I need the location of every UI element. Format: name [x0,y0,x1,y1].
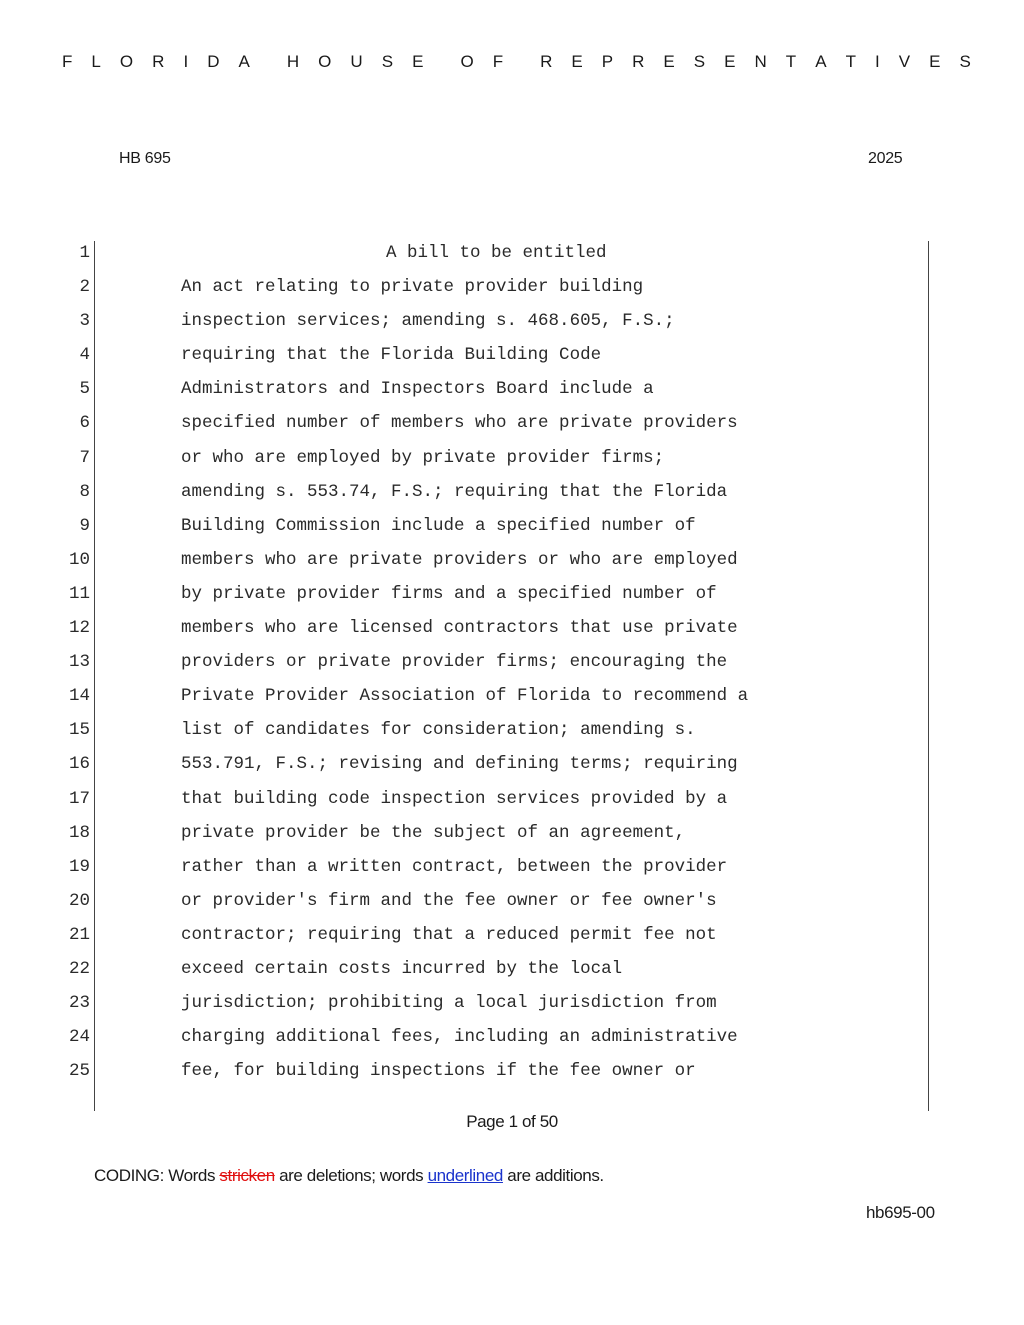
bill-line [0,581,1024,615]
bill-line [0,615,1024,649]
line-number: 2 [79,277,90,298]
bill-line [0,820,1024,854]
header-letter: I [874,52,881,71]
page-number: Page 1 of 50 [466,1112,558,1131]
line-text: members who are private providers or who are employed [181,549,738,570]
bill-line [0,547,1024,581]
bill-line [0,1024,1024,1058]
line-text: Building Commission include a specified number of [181,515,696,536]
line-number: 15 [68,720,90,741]
line-text: charging additional fees, including an administrative [181,1027,738,1048]
header-letter: F [492,52,505,71]
bill-line [0,479,1024,513]
header-letter: O [460,52,475,71]
header-letter: S [381,52,395,71]
bill-line [0,717,1024,751]
line-text: An act relating to private provider building [181,277,644,298]
line-text: Administrators and Inspectors Board include a [181,379,654,400]
line-number: 20 [68,890,90,911]
header-letter: L [91,52,102,71]
line-text: fee, for building inspections if the fee owner or [181,1061,696,1082]
line-text: members who are licensed contractors that use private [181,618,738,639]
line-number: 22 [68,958,90,979]
line-text: or who are employed by private provider firms; [181,447,665,468]
line-number: 6 [79,413,90,434]
line-number: 24 [68,1027,90,1048]
document-code: hb695-00 [866,1203,935,1222]
header-letter: R [540,52,554,71]
header-letter: R [632,52,646,71]
line-number: 23 [68,993,90,1014]
line-text: contractor; requiring that a reduced permit fee not [181,924,717,945]
header-letter: E [724,52,737,71]
header-letter: E [663,52,676,71]
line-number: 18 [68,822,90,843]
bill-line [0,445,1024,479]
coding-prefix: CODING: Words [94,1166,220,1185]
bill-line [0,1058,1024,1092]
line-text: 553.791, F.S.; revising and defining terms; requiring [181,754,738,775]
chamber-header [62,52,972,72]
bill-line [0,683,1024,717]
bill-text [0,240,1024,1092]
line-number: 11 [68,583,90,604]
header-letter: F [62,52,74,71]
bill-line [0,888,1024,922]
line-text: rather than a written contract, between the provider [181,856,728,877]
line-number: 25 [68,1061,90,1082]
line-number: 21 [68,924,90,945]
line-text: A bill to be entitled [386,243,607,263]
header-letter: I [183,52,190,71]
line-text: or provider's firm and the fee owner or fee owner's [181,890,717,911]
line-text: inspection services; amending s. 468.605, F.S.; [181,311,675,332]
coding-suffix: are additions. [502,1166,604,1185]
line-number: 16 [68,754,90,775]
header-letter: E [571,52,584,71]
line-text: by private provider firms and a specified number of [181,583,717,604]
coding-middle: are deletions; words [274,1166,428,1185]
line-number: 7 [79,447,90,468]
header-letter: T [845,52,857,71]
line-text: providers or private provider firms; encouraging the [181,652,728,673]
header-letter: P [601,52,615,71]
header-letter: T [785,52,798,71]
line-number: 4 [79,345,90,366]
header-letter: S [959,52,972,71]
bill-line [0,513,1024,547]
line-text: specified number of members who are private providers [181,413,738,434]
coding-stricken-sample: stricken [219,1166,275,1185]
line-number: 10 [68,549,90,570]
line-text: Private Provider Association of Florida to recommend a [181,686,749,707]
bill-year: 2025 [868,150,903,167]
bill-line [0,922,1024,956]
header-letter: O [318,52,333,71]
line-number: 13 [68,652,90,673]
line-text: that building code inspection services provided by a [181,788,728,809]
header-letter: H [286,52,301,71]
line-text: private provider be the subject of an agreement, [181,822,686,843]
bill-line [0,240,1024,274]
line-number: 19 [68,856,90,877]
bill-number: HB 695 [119,150,171,167]
header-letter: U [350,52,364,71]
header-letter: N [754,52,768,71]
header-letter: R [152,52,166,71]
line-text: exceed certain costs incurred by the local [181,958,623,979]
line-number: 17 [68,788,90,809]
line-number: 8 [79,481,90,502]
line-text: jurisdiction; prohibiting a local jurisdiction from [181,993,717,1014]
line-number: 14 [68,686,90,707]
line-number: 3 [79,311,90,332]
bill-line [0,854,1024,888]
line-number: 12 [68,618,90,639]
header-letter: O [119,52,135,71]
line-text: requiring that the Florida Building Code [181,345,602,366]
line-number: 9 [79,515,90,536]
line-number: 1 [79,243,90,263]
bill-line [0,990,1024,1024]
coding-legend [94,1166,604,1186]
header-letter: E [929,52,942,71]
header-letter: A [815,52,828,71]
header-letter: E [412,52,425,71]
bill-line [0,308,1024,342]
line-text: list of candidates for consideration; amending s. [181,720,696,741]
coding-underlined-sample: underlined [427,1166,503,1185]
header-letter: A [238,52,251,71]
header-letter: D [207,52,221,71]
line-number: 5 [79,379,90,400]
bill-line [0,751,1024,785]
bill-line [0,649,1024,683]
header-letter: V [898,52,912,71]
bill-line [0,274,1024,308]
header-letter: S [693,52,707,71]
line-text: amending s. 553.74, F.S.; requiring that the Florida [181,481,728,502]
bill-line [0,410,1024,444]
bill-line [0,376,1024,410]
bill-line [0,956,1024,990]
bill-line [0,786,1024,820]
bill-line [0,342,1024,376]
